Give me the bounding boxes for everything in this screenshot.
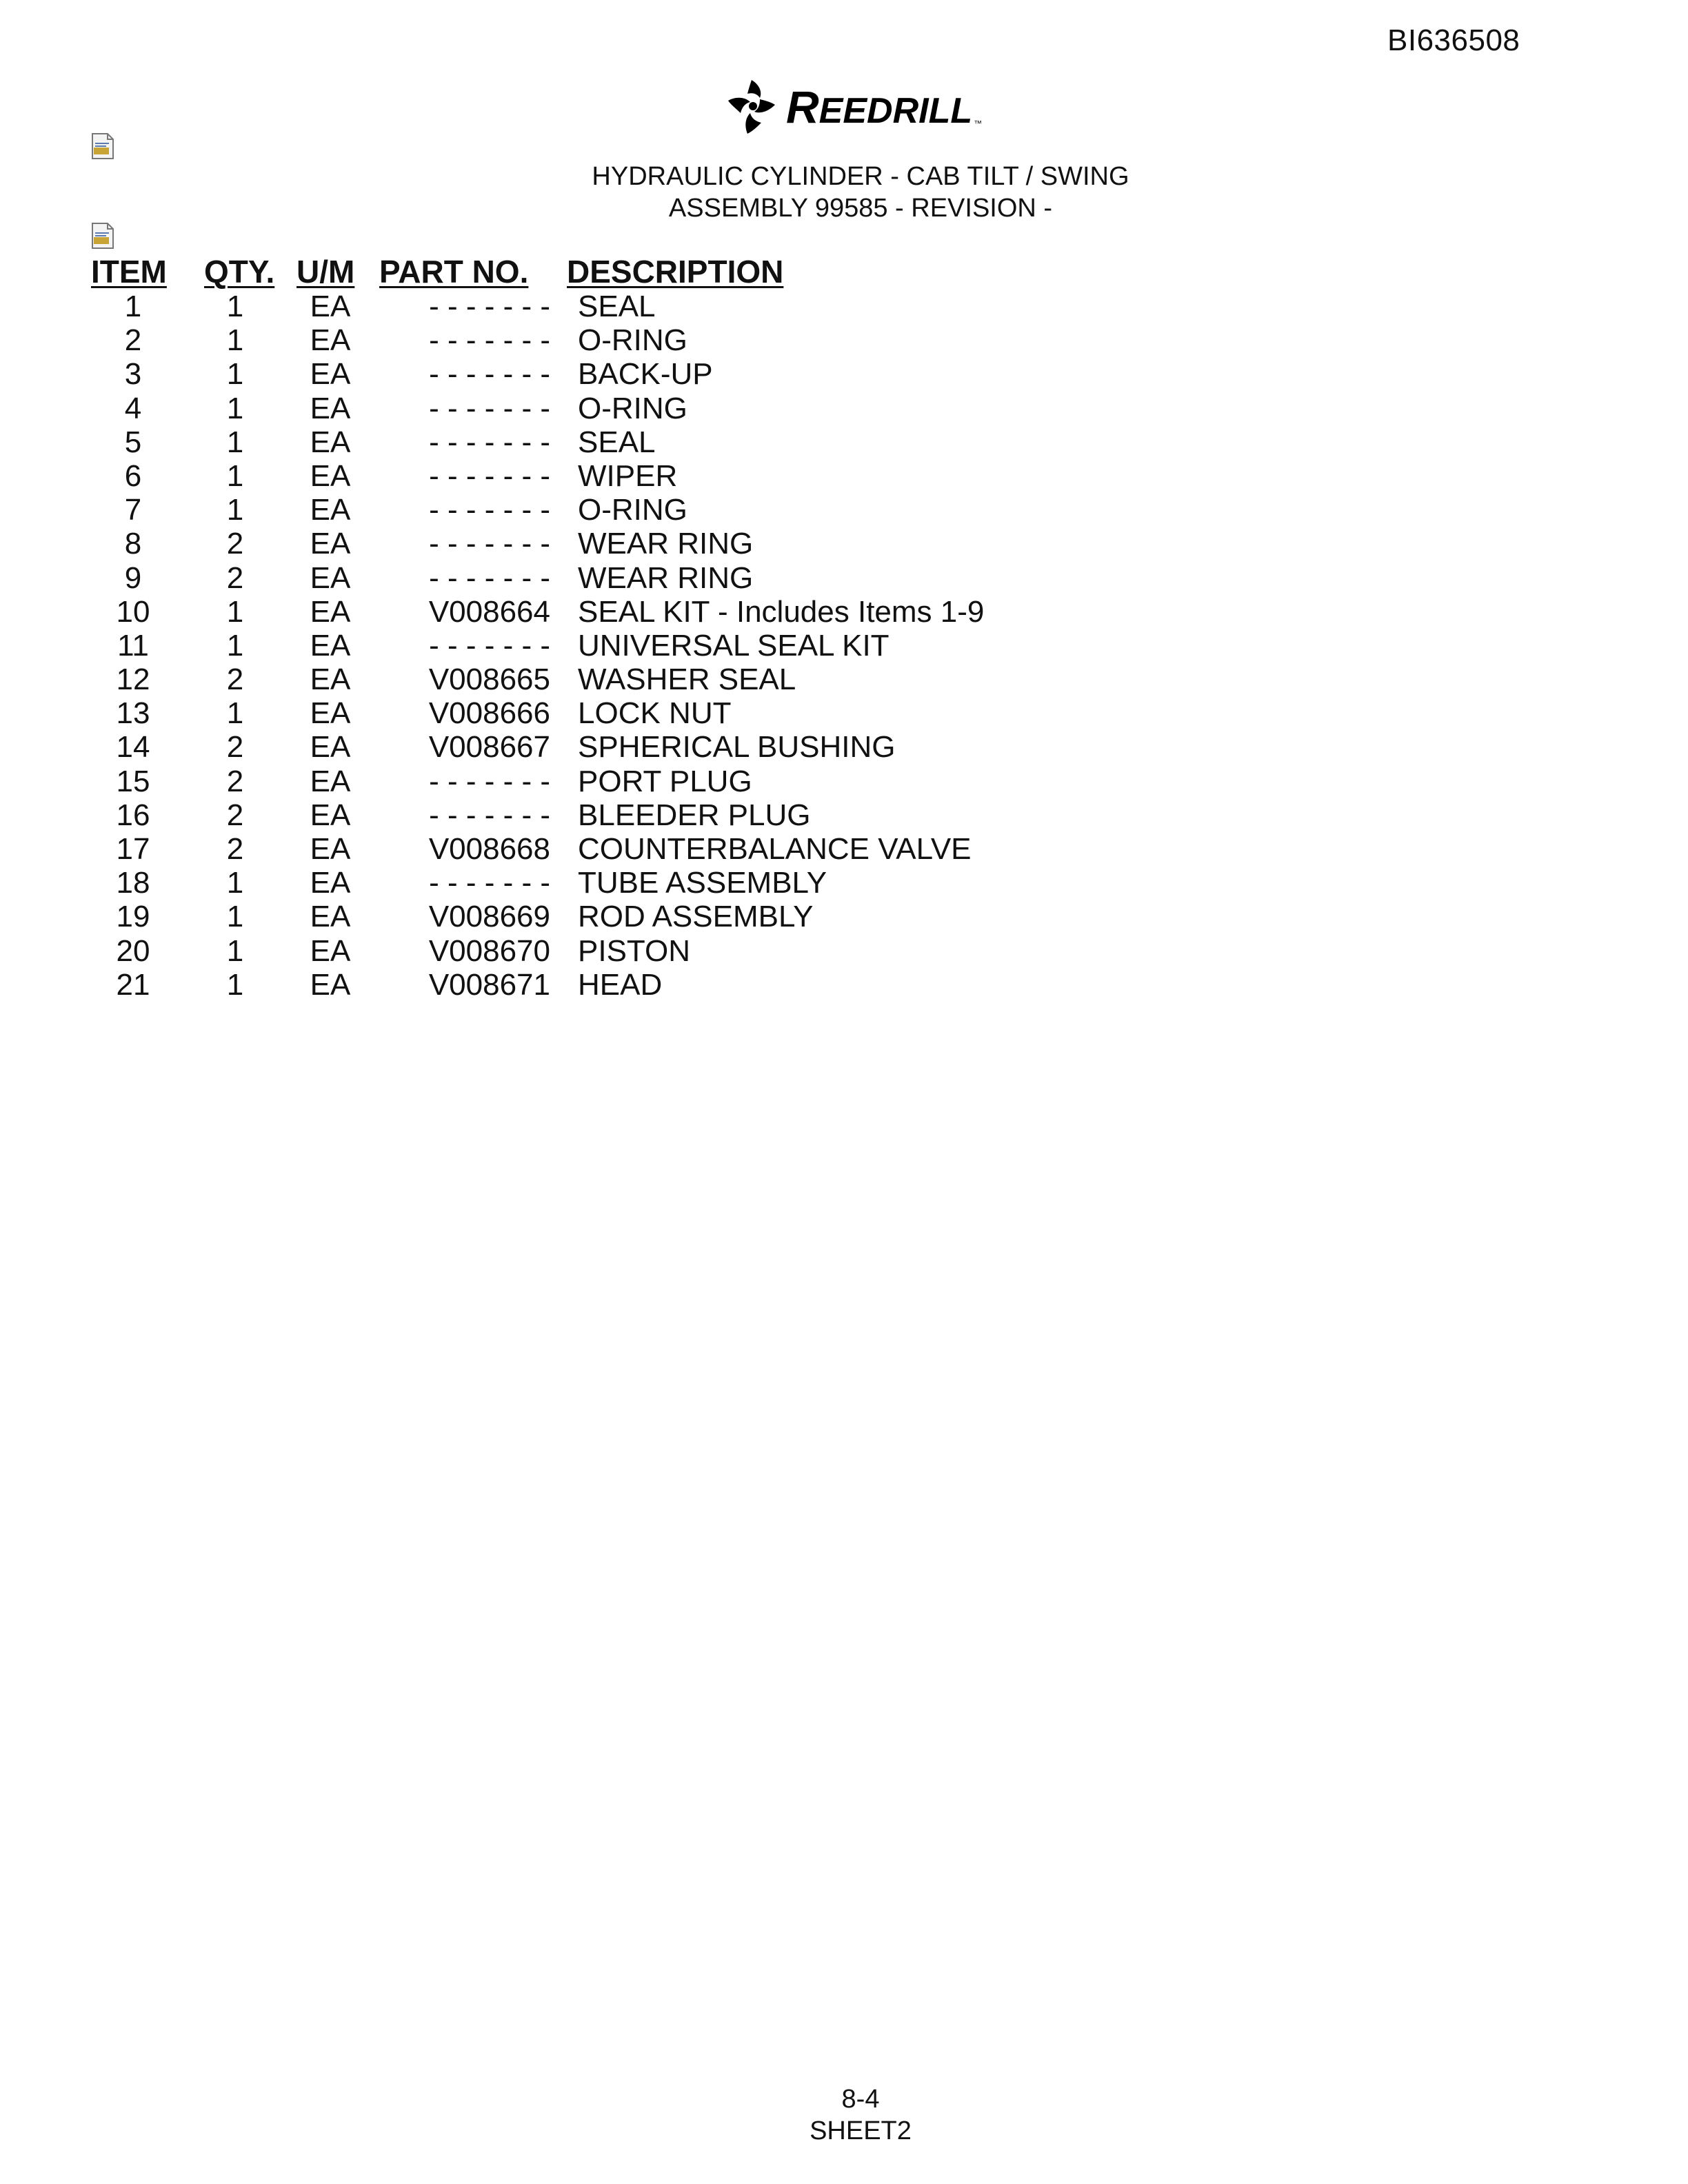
table-body	[91, 290, 984, 1002]
cell-description: SEAL	[578, 425, 656, 459]
cell-part-no: - - - - - - -	[429, 493, 550, 527]
trademark-symbol: ™	[974, 119, 983, 128]
cell-um: EA	[310, 560, 351, 595]
cell-item: 16	[116, 798, 150, 832]
cell-qty: 1	[226, 866, 244, 900]
cell-um: EA	[310, 391, 351, 425]
cell-um: EA	[310, 425, 351, 459]
cell-item: 21	[116, 967, 150, 1002]
table-row	[91, 900, 984, 933]
cell-item: 12	[116, 663, 150, 697]
document-icon	[91, 222, 114, 250]
table-row	[91, 561, 984, 595]
cell-part-no: - - - - - - -	[429, 357, 550, 392]
cell-part-no: - - - - - - -	[429, 458, 550, 493]
cell-part-no: V008670	[428, 933, 550, 968]
parts-list-table	[91, 250, 984, 1002]
table-row	[91, 866, 984, 900]
cell-description: UNIVERSAL SEAL KIT	[578, 628, 890, 663]
cell-item: 20	[116, 933, 150, 968]
cell-item: 4	[124, 391, 142, 425]
table-row	[91, 663, 984, 696]
document-icon	[91, 132, 114, 160]
cell-part-no: V008664	[428, 594, 550, 629]
cell-item: 6	[124, 458, 142, 493]
cell-item: 8	[124, 527, 142, 561]
header-description: DESCRIPTION	[567, 254, 784, 290]
table-row	[91, 493, 984, 527]
cell-um: EA	[310, 832, 351, 866]
cell-item: 18	[116, 866, 150, 900]
cell-um: EA	[310, 493, 351, 527]
table-row	[91, 730, 984, 764]
cell-part-no: - - - - - - -	[429, 425, 550, 459]
table-row	[91, 357, 984, 391]
cell-um: EA	[310, 764, 351, 798]
cell-um: EA	[310, 458, 351, 493]
cell-part-no: - - - - - - -	[429, 391, 550, 425]
table-row	[91, 832, 984, 866]
cell-qty: 1	[226, 357, 244, 392]
cell-description: SEAL	[578, 290, 656, 323]
cell-description: BLEEDER PLUG	[578, 798, 811, 832]
cell-item: 14	[116, 730, 150, 765]
cell-um: EA	[310, 628, 351, 663]
cell-part-no: - - - - - - -	[429, 764, 550, 798]
table-row	[91, 765, 984, 798]
cell-qty: 1	[226, 594, 244, 629]
cell-part-no: V008666	[428, 696, 550, 731]
table-row	[91, 968, 984, 1002]
cell-qty: 1	[226, 458, 244, 493]
cell-description: WIPER	[578, 458, 678, 493]
cell-item: 15	[116, 764, 150, 798]
cell-description: PISTON	[578, 933, 691, 968]
header-item: ITEM	[91, 254, 167, 290]
table-row	[91, 459, 984, 493]
cell-um: EA	[310, 866, 351, 900]
cell-item: 9	[124, 560, 142, 595]
cell-item: 11	[117, 628, 149, 663]
cell-item: 19	[116, 900, 150, 934]
table-row	[91, 595, 984, 629]
cell-qty: 1	[226, 967, 244, 1002]
table-row	[91, 934, 984, 968]
page-number: 8-4	[841, 2085, 880, 2114]
cell-qty: 1	[226, 323, 244, 358]
cell-item: 1	[124, 290, 142, 323]
cell-item: 17	[116, 832, 150, 866]
cell-item: 13	[116, 696, 150, 731]
cell-item: 3	[124, 357, 142, 392]
cell-um: EA	[310, 900, 351, 934]
header-qty: QTY.	[204, 254, 275, 290]
table-row	[91, 696, 984, 730]
cell-qty: 2	[226, 663, 244, 697]
table-row	[91, 392, 984, 425]
cell-description: TUBE ASSEMBLY	[578, 866, 827, 900]
cell-um: EA	[310, 730, 351, 765]
table-row	[91, 798, 984, 832]
cell-description: SEAL KIT - Includes Items 1-9	[578, 594, 985, 629]
cell-part-no: V008669	[428, 900, 550, 934]
cell-part-no: - - - - - - -	[429, 628, 550, 663]
cell-description: BACK-UP	[578, 357, 713, 392]
cell-item: 10	[116, 594, 150, 629]
cell-description: COUNTERBALANCE VALVE	[578, 832, 972, 866]
cell-um: EA	[310, 967, 351, 1002]
cell-qty: 1	[226, 493, 244, 527]
cell-qty: 1	[226, 900, 244, 934]
cell-item: 7	[124, 493, 142, 527]
cell-part-no: V008667	[428, 730, 550, 765]
cell-description: PORT PLUG	[578, 764, 752, 798]
table-row	[91, 527, 984, 560]
cell-description: WEAR RING	[578, 560, 754, 595]
cell-qty: 2	[226, 730, 244, 765]
sheet-label: SHEET2	[810, 2116, 912, 2145]
cell-description: LOCK NUT	[578, 696, 732, 731]
cell-part-no: - - - - - - -	[429, 290, 550, 323]
table-row	[91, 290, 984, 323]
cell-part-no: V008671	[428, 967, 550, 1002]
table-row	[91, 629, 984, 663]
cell-qty: 1	[226, 290, 244, 323]
cell-qty: 2	[226, 798, 244, 832]
table-row	[91, 323, 984, 357]
cell-description: HEAD	[578, 967, 663, 1002]
drill-bit-logo-icon	[724, 77, 779, 136]
cell-um: EA	[310, 527, 351, 561]
cell-item: 5	[124, 425, 142, 459]
cell-description: O-RING	[578, 391, 687, 425]
cell-description: SPHERICAL BUSHING	[578, 730, 896, 765]
cell-um: EA	[310, 594, 351, 629]
cell-qty: 2	[226, 764, 244, 798]
cell-um: EA	[310, 798, 351, 832]
cell-qty: 2	[226, 832, 244, 866]
title-line-1: HYDRAULIC CYLINDER - CAB TILT / SWING	[592, 162, 1129, 191]
cell-part-no: - - - - - - -	[429, 527, 550, 561]
title-line-2: ASSEMBLY 99585 - REVISION -	[668, 194, 1053, 223]
cell-item: 2	[124, 323, 142, 358]
cell-part-no: - - - - - - -	[429, 323, 550, 358]
header-um: U/M	[297, 254, 355, 290]
cell-part-no: V008665	[428, 663, 550, 697]
cell-description: O-RING	[578, 323, 687, 358]
page-footer	[0, 2083, 1688, 2147]
document-id: BI636508	[1387, 23, 1520, 57]
header-part-no: PART NO.	[379, 254, 529, 290]
cell-qty: 1	[226, 628, 244, 663]
cell-qty: 1	[226, 933, 244, 968]
cell-part-no: - - - - - - -	[429, 560, 550, 595]
cell-um: EA	[310, 290, 351, 323]
brand-wordmark: REEDRILL	[786, 81, 973, 132]
cell-description: WASHER SEAL	[578, 663, 796, 697]
cell-um: EA	[310, 696, 351, 731]
cell-part-no: V008668	[428, 832, 550, 866]
cell-description: ROD ASSEMBLY	[578, 900, 814, 934]
table-row	[91, 425, 984, 459]
cell-part-no: - - - - - - -	[429, 866, 550, 900]
cell-um: EA	[310, 357, 351, 392]
cell-qty: 2	[226, 527, 244, 561]
cell-um: EA	[310, 663, 351, 697]
cell-qty: 1	[226, 425, 244, 459]
table-header	[91, 250, 984, 290]
cell-qty: 2	[226, 560, 244, 595]
cell-qty: 1	[226, 696, 244, 731]
cell-um: EA	[310, 933, 351, 968]
brand-logo	[724, 76, 982, 138]
document-title	[0, 161, 1688, 224]
cell-um: EA	[310, 323, 351, 358]
cell-qty: 1	[226, 391, 244, 425]
cell-part-no: - - - - - - -	[429, 798, 550, 832]
cell-description: O-RING	[578, 493, 687, 527]
cell-description: WEAR RING	[578, 527, 754, 561]
